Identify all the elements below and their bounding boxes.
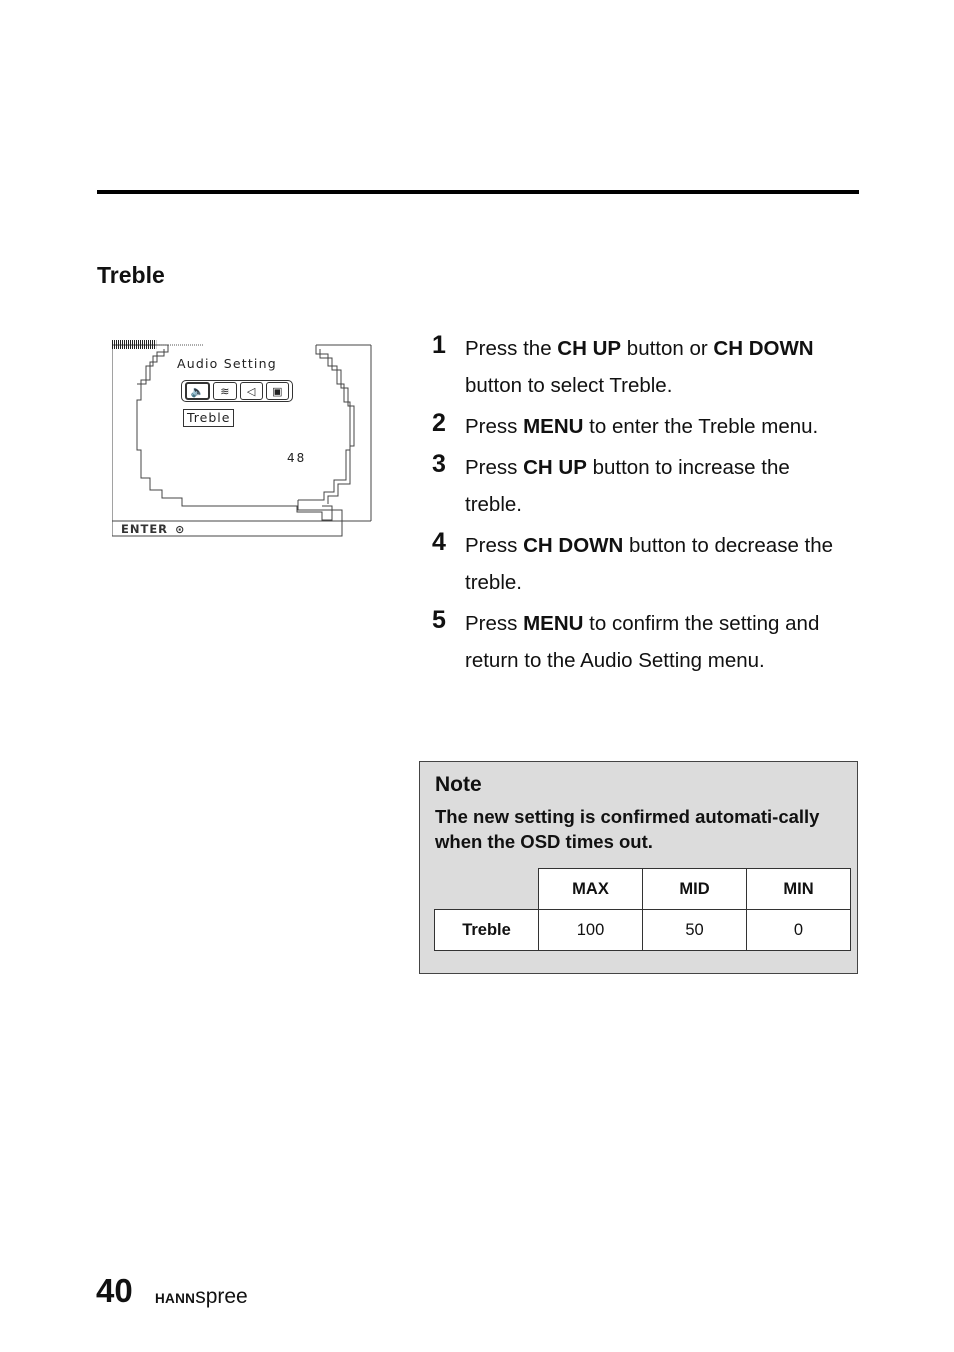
treble-range-table: [434, 868, 851, 951]
osd-enter-label: [121, 522, 185, 536]
table-header-row: [435, 869, 851, 910]
step-number: 1: [432, 331, 446, 359]
step-number: 5: [432, 606, 446, 634]
step-3: [432, 449, 852, 523]
step-2: [432, 408, 852, 445]
osd-level-value: 48: [287, 451, 307, 465]
step-4: [432, 527, 852, 601]
osd-screen-illustration: [112, 340, 374, 538]
note-box: [419, 761, 858, 974]
table-cell-max: 100: [539, 910, 643, 951]
step-text: Press CH DOWN button to decrease the treble.: [465, 534, 834, 594]
top-rule: [97, 190, 859, 194]
step-text: Press the CH UP button or CH DOWN button to select Treble.: [465, 337, 814, 397]
step-keyword: MENU: [523, 612, 584, 635]
table-header-mid: MID: [643, 869, 747, 910]
step-keyword: CH UP: [523, 456, 587, 479]
brand-logo: [155, 1285, 248, 1309]
osd-selected-item: Treble: [183, 409, 234, 427]
osd-level-fill: [112, 340, 156, 349]
step-keyword: CH DOWN: [523, 534, 624, 557]
speaker-icon: 🔈: [185, 382, 210, 400]
brand-strong: HANN: [155, 1291, 196, 1306]
enter-icon: ⊙: [175, 523, 186, 536]
step-keyword: CH UP: [557, 337, 622, 360]
table-cell-min: 0: [747, 910, 851, 951]
step-number: 4: [432, 528, 446, 556]
osd-enter-text: ENTER: [121, 522, 169, 536]
brand-light: spree: [195, 1285, 248, 1308]
volume-icon: ◁: [240, 382, 263, 400]
note-title: Note: [435, 773, 482, 796]
note-text: The new setting is confirmed automati-cally when the OSD times out.: [435, 806, 820, 852]
osd-level-bar: [112, 340, 204, 349]
steps-list: [432, 330, 852, 683]
step-1: [432, 330, 852, 404]
table-row-label: Treble: [435, 910, 539, 951]
step-text: Press MENU to confirm the setting and return to the Audio Setting menu.: [465, 612, 820, 672]
step-keyword: CH DOWN: [713, 337, 814, 360]
osd-title: Audio Setting: [177, 356, 277, 371]
step-text: Press CH UP button to increase the treble.: [465, 456, 790, 516]
step-5: [432, 605, 852, 679]
step-number: 2: [432, 409, 446, 437]
page-number: 40: [96, 1272, 133, 1309]
step-keyword: MENU: [523, 415, 584, 438]
step-number: 3: [432, 450, 446, 478]
section-title: Treble: [97, 262, 165, 288]
table-cell-mid: 50: [643, 910, 747, 951]
table-corner-cell: [435, 869, 539, 910]
step-text: Press MENU to enter the Treble menu.: [465, 415, 819, 438]
equalizer-icon: ≋: [213, 382, 236, 400]
table-header-max: MAX: [539, 869, 643, 910]
osd-icon-row: [181, 380, 293, 402]
table-row: [435, 910, 851, 951]
audio-source-icon: ▣: [266, 382, 289, 400]
table-header-min: MIN: [747, 869, 851, 910]
